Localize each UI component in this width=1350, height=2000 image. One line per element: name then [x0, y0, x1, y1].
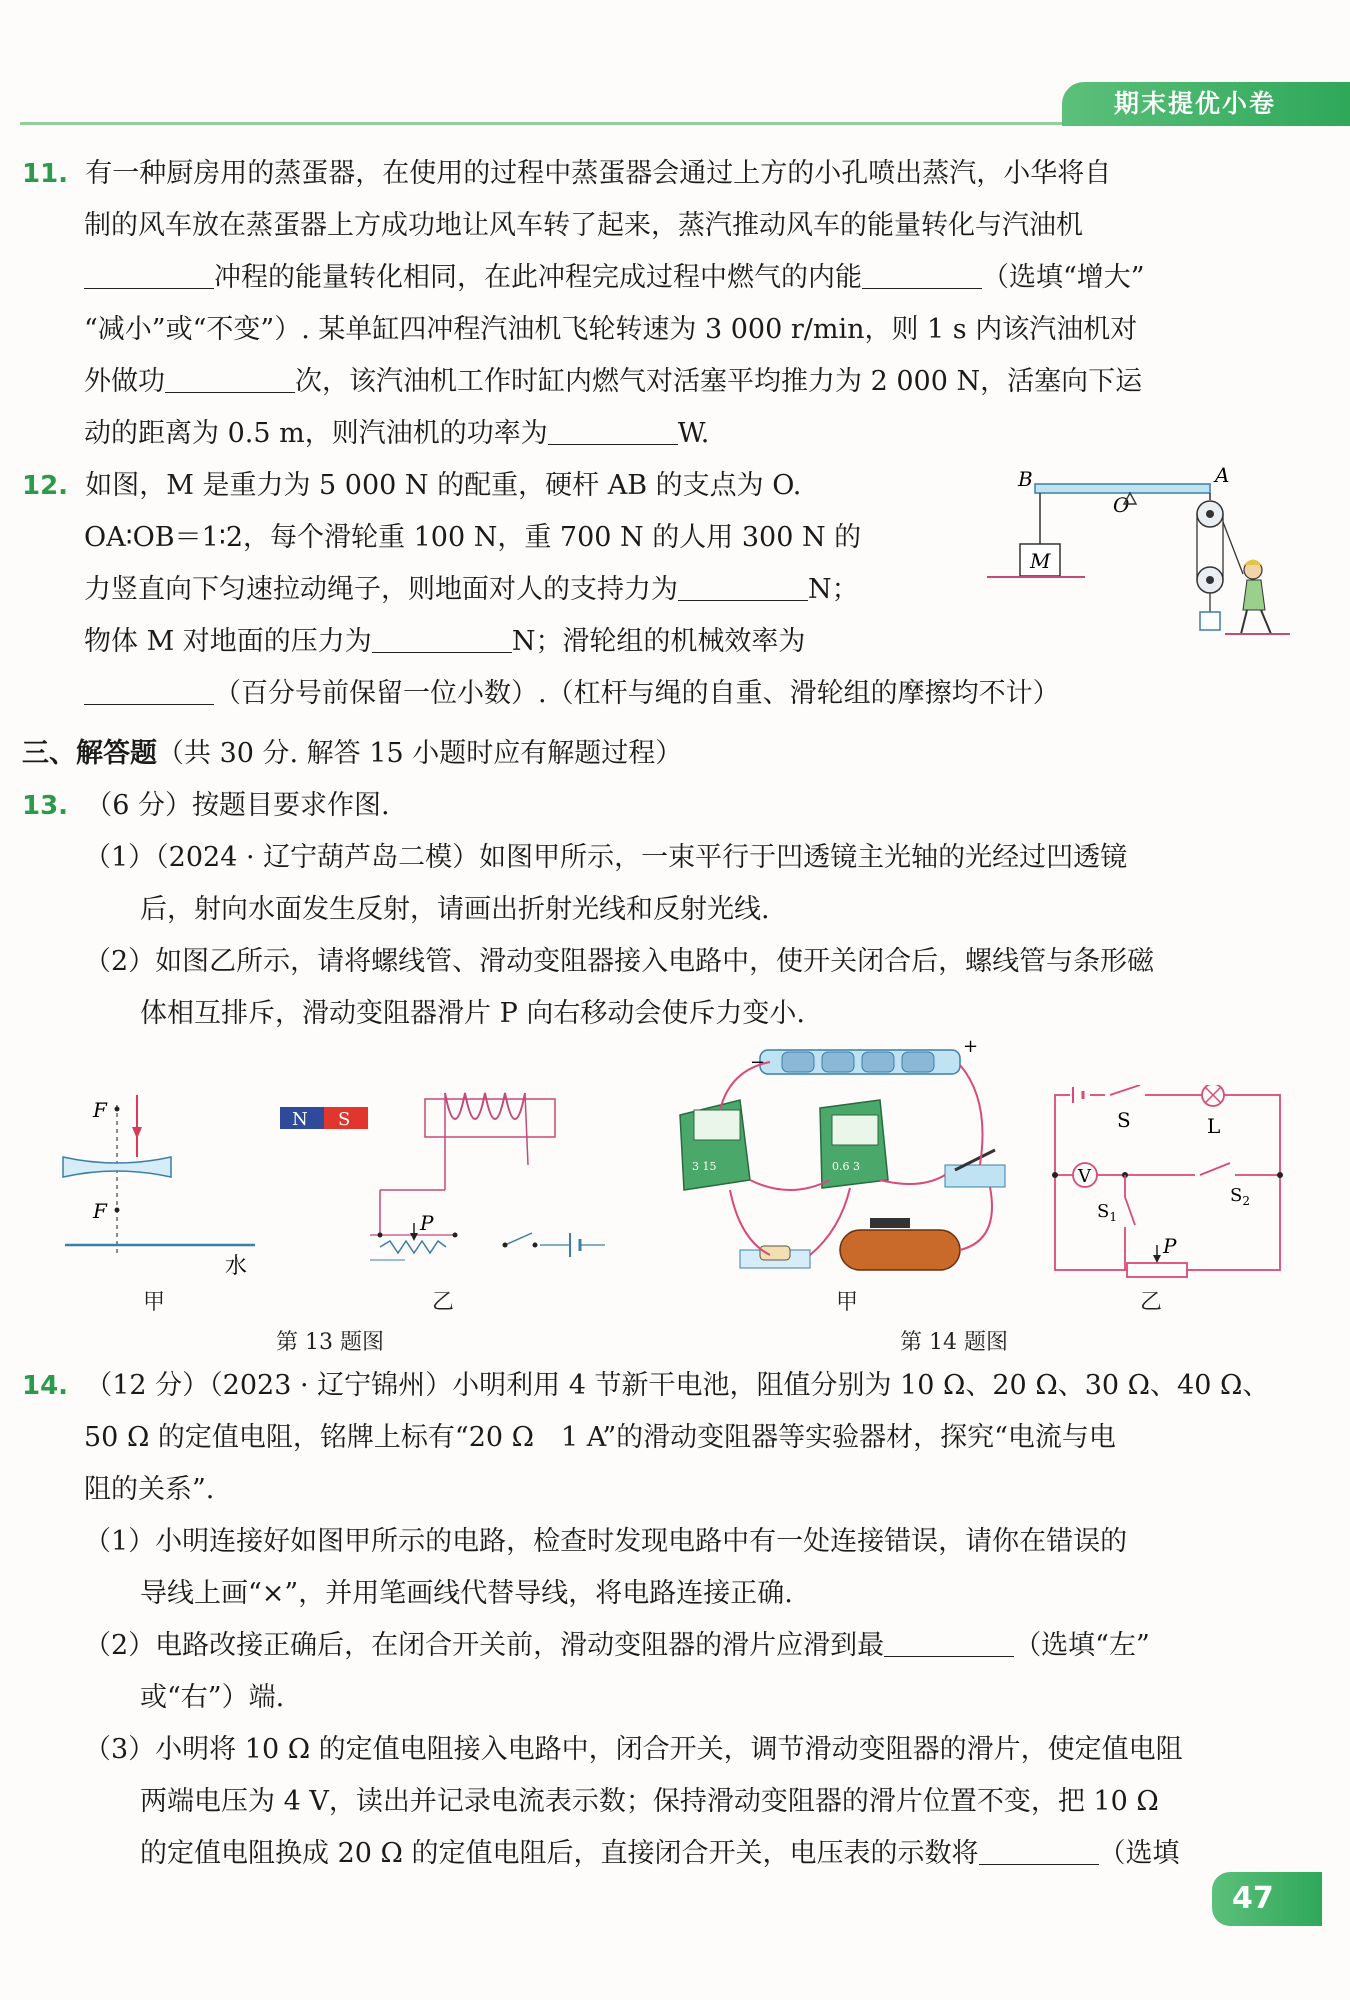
- label-F-bottom: F: [93, 1199, 107, 1223]
- ammeter-scale: 0.6 3: [832, 1160, 860, 1173]
- question-number: 14.: [22, 1371, 69, 1401]
- label-M: M: [1030, 549, 1051, 573]
- label-S1: $S_1$: [1097, 1201, 1117, 1224]
- fig13-yi-label: 乙: [432, 1290, 455, 1315]
- fig13-caption: 第 13 题图: [276, 1330, 384, 1355]
- q12-line-4b: N；滑轮组的机械效率为: [511, 626, 806, 657]
- q14-part-3a: （3）小明将 10 Ω 的定值电阻接入电路中，闭合开关，调节滑动变阻器的滑片，使定值电阻: [84, 1734, 1183, 1765]
- label-plus: +: [963, 1040, 979, 1057]
- label-minus: −: [750, 1052, 766, 1073]
- slider-arrow-icon: [410, 1233, 418, 1241]
- lever-bar: [1035, 484, 1210, 493]
- fig13-yi-solenoid: [270, 1085, 620, 1285]
- answer-blank[interactable]: [548, 417, 678, 445]
- q14-line-3: 阻的关系”.: [84, 1474, 215, 1505]
- fig14-jia-label: 甲: [836, 1290, 859, 1315]
- rheostat-icon: [1127, 1263, 1187, 1277]
- q14-part-2b: （选填“左”: [1014, 1630, 1150, 1661]
- voltmeter-scale: 3 15: [692, 1160, 717, 1173]
- label-S2: $S_2$: [1230, 1185, 1250, 1208]
- fig14-yi-circuit: [1045, 1085, 1295, 1285]
- label-V: V: [1078, 1166, 1091, 1187]
- q11-line-5b: 次，该汽油机工作时缸内燃气对活塞平均推力为 2 000 N，活塞向下运: [295, 366, 1143, 397]
- q12-lever-figure: [985, 462, 1295, 647]
- answer-blank[interactable]: [165, 365, 295, 393]
- answer-blank[interactable]: [84, 261, 214, 289]
- rheostat-icon: [840, 1230, 960, 1270]
- answer-blank[interactable]: [862, 261, 982, 289]
- label-O: O: [1113, 493, 1130, 517]
- question-14: [22, 1360, 1312, 1880]
- q11-line-4: “减小”或“不变”）. 某单缸四冲程汽油机飞轮转速为 3 000 r/min，则 1 s 内该汽油机对: [84, 314, 1138, 345]
- label-A: A: [1215, 463, 1230, 487]
- switch-icon: [945, 1165, 1005, 1187]
- answer-blank[interactable]: [84, 677, 214, 705]
- label-L: L: [1207, 1114, 1221, 1138]
- q11-line-3a: 冲程的能量转化相同，在此冲程完成过程中燃气的内能: [214, 262, 862, 293]
- q14-line-2: 50 Ω 的定值电阻，铭牌上标有“20 Ω 1 A”的滑动变阻器等实验器材，探究“电流与电: [84, 1422, 1116, 1453]
- q11-line-3b: （选填“增大”: [982, 262, 1145, 293]
- q14-line-1: （12 分）（2023 · 辽宁锦州）小明利用 4 节新干电池，阻值分别为 10 Ω、20 Ω、30 Ω、40 Ω、: [85, 1370, 1270, 1401]
- label-F-top: F: [93, 1098, 107, 1122]
- fig14-yi-label: 乙: [1140, 1290, 1163, 1315]
- q12-line-5: （百分号前保留一位小数）.（杠杆与绳的自重、滑轮组的摩擦均不计）: [214, 678, 1060, 709]
- q14-part-1b: 导线上画“×”，并用笔画线代替导线，将电路连接正确.: [140, 1578, 793, 1609]
- q14-part-2a: （2）电路改接正确后，在闭合开关前，滑动变阻器的滑片应滑到最: [84, 1630, 885, 1661]
- solenoid-coil-icon: [445, 1093, 525, 1119]
- q11-line-2: 制的风车放在蒸蛋器上方成功地让风车转了起来，蒸汽推动风车的能量转化与汽油机: [84, 210, 1083, 241]
- section-note: （共 30 分. 解答 15 小题时应有解题过程）: [157, 738, 683, 769]
- question-number: 12.: [22, 471, 69, 501]
- question-number: 13.: [22, 791, 69, 821]
- answer-blank[interactable]: [372, 625, 512, 653]
- section-title: 三、解答题: [22, 738, 157, 769]
- q11-line-5a: 外做功: [84, 366, 165, 397]
- label-N: N: [292, 1109, 308, 1130]
- header-badge: 期末提优小卷: [1062, 82, 1350, 126]
- weight-box: [1200, 612, 1220, 630]
- fig13-jia-lens: [55, 1085, 265, 1285]
- answer-blank[interactable]: [678, 573, 808, 601]
- slider-arrow-icon: [1153, 1255, 1161, 1263]
- q14-part-2c: 或“右”）端.: [140, 1682, 285, 1713]
- answer-blank[interactable]: [979, 1837, 1099, 1865]
- question-number: 11.: [22, 159, 69, 189]
- label-B: B: [1018, 467, 1033, 491]
- q12-line-2: OA∶OB＝1∶2，每个滑轮重 100 N，重 700 N 的人用 300 N 的: [84, 522, 862, 553]
- fig14-jia-apparatus: [670, 1040, 1030, 1290]
- q11-line-1: 有一种厨房用的蒸蛋器，在使用的过程中蒸蛋器会通过上方的小孔喷出蒸汽，小华将自: [85, 158, 1112, 189]
- switch-icon: [505, 1233, 532, 1245]
- section-heading: [22, 728, 682, 780]
- question-12: [22, 460, 1060, 720]
- q12-line-1: 如图，M 是重力为 5 000 N 的配重，硬杆 AB 的支点为 O.: [85, 470, 802, 501]
- q13-part-1b: 后，射向水面发生反射，请画出折射光线和反射光线.: [140, 894, 770, 925]
- q14-part-1a: （1）小明连接好如图甲所示的电路，检查时发现电路中有一处连接错误，请你在错误的: [84, 1526, 1128, 1557]
- question-13: [22, 780, 1302, 1040]
- label-P: P: [1163, 1234, 1177, 1258]
- q13-part-2b: 体相互排斥，滑动变阻器滑片 P 向右移动会使斥力变小.: [140, 998, 805, 1029]
- question-11: [22, 148, 1292, 460]
- q14-part-3c: 的定值电阻换成 20 Ω 的定值电阻后，直接闭合开关，电压表的示数将: [140, 1838, 979, 1869]
- label-S: S: [338, 1109, 351, 1130]
- fig14-caption: 第 14 题图: [900, 1330, 1008, 1355]
- q13-line-0: （6 分）按题目要求作图.: [85, 790, 390, 821]
- q11-line-6b: W.: [677, 418, 710, 449]
- q12-line-4a: 物体 M 对地面的压力为: [84, 626, 372, 657]
- page-number: 47: [1212, 1872, 1322, 1926]
- q13-part-2a: （2）如图乙所示，请将螺线管、滑动变阻器接入电路中，使开关闭合后，螺线管与条形磁: [84, 946, 1155, 977]
- header-rule: [20, 122, 1080, 125]
- label-water: 水: [225, 1254, 248, 1279]
- concave-lens-icon: [63, 1157, 171, 1177]
- answer-blank[interactable]: [884, 1629, 1014, 1657]
- arrow-icon: [132, 1127, 142, 1139]
- rheostat-icon: [380, 1241, 446, 1253]
- q12-line-3b: N；: [808, 574, 859, 605]
- q12-line-3a: 力竖直向下匀速拉动绳子，则地面对人的支持力为: [84, 574, 678, 605]
- fig13-jia-label: 甲: [143, 1290, 166, 1315]
- q14-part-3b: 两端电压为 4 V，读出并记录电流表示数；保持滑动变阻器的滑片位置不变，把 10 Ω: [140, 1786, 1159, 1817]
- label-S: S: [1117, 1108, 1131, 1132]
- q14-part-3d: （选填: [1098, 1838, 1180, 1869]
- q13-part-1a: （1）（2024 · 辽宁葫芦岛二模）如图甲所示，一束平行于凹透镜主光轴的光经过凹透镜: [84, 842, 1128, 873]
- q11-line-6a: 动的距离为 0.5 m，则汽油机的功率为: [84, 418, 548, 449]
- label-P: P: [420, 1211, 434, 1235]
